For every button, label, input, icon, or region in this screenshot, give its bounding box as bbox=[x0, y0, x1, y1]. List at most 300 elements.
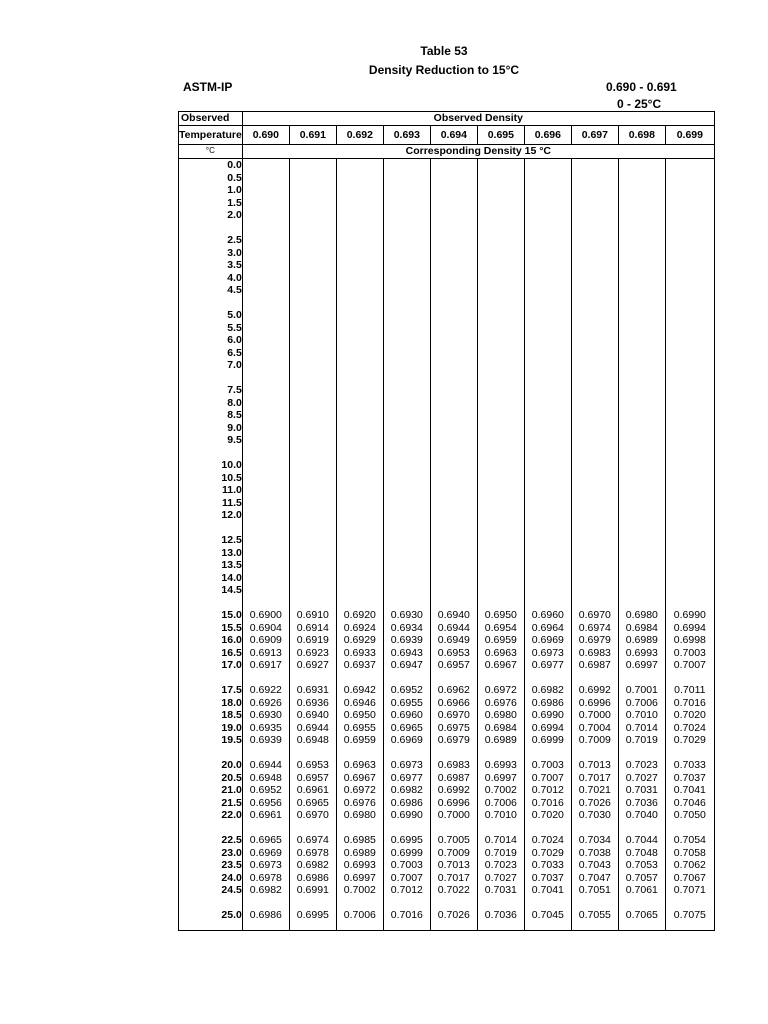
density-cell bbox=[242, 572, 289, 585]
group-spacer bbox=[179, 297, 715, 310]
density-cell: 0.6964 bbox=[524, 622, 571, 635]
density-cell bbox=[336, 534, 383, 547]
spacer-cell bbox=[242, 897, 289, 910]
density-cell: 0.6963 bbox=[336, 759, 383, 772]
density-cell bbox=[524, 584, 571, 597]
density-cell: 0.6961 bbox=[289, 784, 336, 797]
density-cell: 0.7071 bbox=[665, 884, 714, 897]
spacer-cell bbox=[289, 822, 336, 835]
density-cell bbox=[242, 197, 289, 210]
table-row bbox=[179, 622, 715, 635]
density-cell bbox=[430, 197, 477, 210]
density-cell bbox=[336, 547, 383, 560]
density-cell bbox=[477, 384, 524, 397]
spacer-cell bbox=[383, 672, 430, 685]
density-cell: 0.6939 bbox=[383, 634, 430, 647]
density-cell bbox=[665, 397, 714, 410]
density-cell bbox=[430, 459, 477, 472]
table-row bbox=[179, 609, 715, 622]
group-spacer bbox=[179, 372, 715, 385]
density-cell bbox=[430, 409, 477, 422]
temperature-cell: 15.5 bbox=[179, 622, 243, 635]
density-cell bbox=[242, 534, 289, 547]
density-cell bbox=[289, 247, 336, 260]
density-cell bbox=[571, 197, 618, 210]
density-cell bbox=[430, 484, 477, 497]
density-cell bbox=[665, 184, 714, 197]
density-cell: 0.6991 bbox=[289, 884, 336, 897]
density-cell bbox=[665, 484, 714, 497]
density-cell bbox=[383, 409, 430, 422]
density-cell bbox=[477, 197, 524, 210]
density-cell bbox=[383, 584, 430, 597]
density-cell: 0.7006 bbox=[477, 797, 524, 810]
density-cell: 0.7003 bbox=[524, 759, 571, 772]
temperature-cell: 12.5 bbox=[179, 534, 243, 547]
density-cell: 0.7033 bbox=[524, 859, 571, 872]
density-cell: 0.6977 bbox=[383, 772, 430, 785]
density-cell: 0.7058 bbox=[665, 847, 714, 860]
density-cell bbox=[477, 172, 524, 185]
spacer-cell bbox=[383, 747, 430, 760]
density-cell bbox=[665, 334, 714, 347]
table-row bbox=[179, 234, 715, 247]
density-cell: 0.6978 bbox=[242, 872, 289, 885]
spacer-cell bbox=[665, 297, 714, 310]
temperature-cell: 10.5 bbox=[179, 472, 243, 485]
density-cell: 0.6962 bbox=[430, 684, 477, 697]
spacer-cell bbox=[430, 372, 477, 385]
density-cell: 0.6975 bbox=[430, 722, 477, 735]
density-cell: 0.6982 bbox=[242, 884, 289, 897]
table-row bbox=[179, 634, 715, 647]
table-row bbox=[179, 159, 715, 172]
density-cell: 0.7026 bbox=[571, 797, 618, 810]
spacer-cell bbox=[242, 447, 289, 460]
density-cell: 0.6961 bbox=[242, 809, 289, 822]
spacer-cell bbox=[477, 597, 524, 610]
density-cell bbox=[336, 559, 383, 572]
density-cell bbox=[430, 334, 477, 347]
spacer-cell bbox=[524, 747, 571, 760]
temperature-cell: 15.0 bbox=[179, 609, 243, 622]
density-cell: 0.6989 bbox=[618, 634, 665, 647]
table-row bbox=[179, 647, 715, 660]
density-cell bbox=[477, 434, 524, 447]
density-cell bbox=[289, 559, 336, 572]
density-cell bbox=[383, 559, 430, 572]
density-cell bbox=[383, 434, 430, 447]
density-cell bbox=[618, 172, 665, 185]
spacer-cell bbox=[665, 822, 714, 835]
spacer-cell bbox=[618, 222, 665, 235]
density-cell: 0.7007 bbox=[524, 772, 571, 785]
temperature-cell: 9.0 bbox=[179, 422, 243, 435]
density-cell: 0.6954 bbox=[477, 622, 524, 635]
density-cell bbox=[618, 347, 665, 360]
spacer-cell bbox=[571, 672, 618, 685]
spacer-cell bbox=[179, 297, 243, 310]
density-cell: 0.6990 bbox=[383, 809, 430, 822]
density-cell: 0.6967 bbox=[477, 659, 524, 672]
density-cell: 0.6926 bbox=[242, 697, 289, 710]
density-cell bbox=[383, 234, 430, 247]
density-column-header: 0.698 bbox=[618, 126, 665, 145]
density-cell bbox=[242, 397, 289, 410]
density-cell bbox=[477, 422, 524, 435]
density-cell bbox=[618, 234, 665, 247]
density-cell bbox=[665, 559, 714, 572]
density-cell bbox=[571, 484, 618, 497]
spacer-cell bbox=[571, 597, 618, 610]
spacer-cell bbox=[179, 822, 243, 835]
density-cell bbox=[289, 534, 336, 547]
density-cell: 0.6986 bbox=[242, 909, 289, 930]
density-cell: 0.6959 bbox=[477, 634, 524, 647]
density-cell: 0.6970 bbox=[430, 709, 477, 722]
density-cell bbox=[289, 509, 336, 522]
density-cell: 0.7044 bbox=[618, 834, 665, 847]
density-cell: 0.6993 bbox=[336, 859, 383, 872]
density-cell bbox=[571, 259, 618, 272]
density-cell bbox=[665, 547, 714, 560]
spacer-cell bbox=[571, 822, 618, 835]
spacer-cell bbox=[289, 672, 336, 685]
density-cell bbox=[430, 347, 477, 360]
temperature-cell: 25.0 bbox=[179, 909, 243, 930]
density-cell: 0.6984 bbox=[477, 722, 524, 735]
temperature-cell: 22.5 bbox=[179, 834, 243, 847]
spacer-cell bbox=[336, 522, 383, 535]
density-cell: 0.6944 bbox=[289, 722, 336, 735]
density-cell: 0.7046 bbox=[665, 797, 714, 810]
density-cell bbox=[289, 384, 336, 397]
density-cell: 0.6982 bbox=[383, 784, 430, 797]
density-cell: 0.6910 bbox=[289, 609, 336, 622]
density-cell: 0.7027 bbox=[618, 772, 665, 785]
density-cell bbox=[430, 434, 477, 447]
density-cell bbox=[430, 472, 477, 485]
density-cell: 0.6944 bbox=[430, 622, 477, 635]
density-cell bbox=[336, 247, 383, 260]
density-cell: 0.6997 bbox=[477, 772, 524, 785]
temperature-cell: 8.0 bbox=[179, 397, 243, 410]
density-cell bbox=[524, 559, 571, 572]
density-cell bbox=[618, 584, 665, 597]
density-cell: 0.7062 bbox=[665, 859, 714, 872]
table-row bbox=[179, 809, 715, 822]
density-cell: 0.7011 bbox=[665, 684, 714, 697]
temperature-cell: 21.5 bbox=[179, 797, 243, 810]
density-cell bbox=[524, 459, 571, 472]
density-cell bbox=[477, 209, 524, 222]
density-cell: 0.7065 bbox=[618, 909, 665, 930]
density-cell bbox=[289, 284, 336, 297]
density-cell: 0.7009 bbox=[430, 847, 477, 860]
density-cell: 0.6983 bbox=[430, 759, 477, 772]
density-cell: 0.6900 bbox=[242, 609, 289, 622]
density-cell bbox=[430, 322, 477, 335]
density-cell: 0.6996 bbox=[571, 697, 618, 710]
density-cell: 0.6934 bbox=[383, 622, 430, 635]
density-cell bbox=[242, 184, 289, 197]
density-cell bbox=[477, 272, 524, 285]
table-row bbox=[179, 684, 715, 697]
density-cell bbox=[289, 434, 336, 447]
density-cell bbox=[571, 247, 618, 260]
density-cell bbox=[524, 497, 571, 510]
temperature-cell: 13.0 bbox=[179, 547, 243, 560]
spacer-cell bbox=[477, 897, 524, 910]
density-cell bbox=[242, 159, 289, 172]
density-cell bbox=[618, 197, 665, 210]
density-cell bbox=[524, 334, 571, 347]
density-cell bbox=[524, 484, 571, 497]
density-cell: 0.7006 bbox=[618, 697, 665, 710]
spacer-cell bbox=[477, 297, 524, 310]
spacer-cell bbox=[289, 447, 336, 460]
spacer-cell bbox=[289, 372, 336, 385]
density-cell: 0.6990 bbox=[524, 709, 571, 722]
density-cell bbox=[477, 397, 524, 410]
density-cell bbox=[665, 259, 714, 272]
density-cell: 0.6914 bbox=[289, 622, 336, 635]
density-cell bbox=[289, 397, 336, 410]
table-number: Table 53 bbox=[420, 44, 468, 58]
density-cell: 0.7021 bbox=[571, 784, 618, 797]
density-cell bbox=[571, 397, 618, 410]
density-cell: 0.7016 bbox=[383, 909, 430, 930]
density-cell bbox=[477, 159, 524, 172]
temperature-cell: 14.0 bbox=[179, 572, 243, 585]
density-cell: 0.6937 bbox=[336, 659, 383, 672]
density-cell: 0.7051 bbox=[571, 884, 618, 897]
density-cell: 0.6963 bbox=[477, 647, 524, 660]
density-cell bbox=[524, 197, 571, 210]
table-row bbox=[179, 384, 715, 397]
spacer-cell bbox=[242, 672, 289, 685]
spacer-cell bbox=[179, 597, 243, 610]
spacer-cell bbox=[477, 747, 524, 760]
density-cell bbox=[665, 497, 714, 510]
density-cell: 0.6967 bbox=[336, 772, 383, 785]
density-cell: 0.7027 bbox=[477, 872, 524, 885]
density-cell bbox=[665, 172, 714, 185]
density-cell bbox=[383, 484, 430, 497]
density-cell: 0.7026 bbox=[430, 909, 477, 930]
density-cell bbox=[524, 309, 571, 322]
density-cell: 0.7012 bbox=[383, 884, 430, 897]
density-cell: 0.6944 bbox=[242, 759, 289, 772]
density-cell bbox=[618, 322, 665, 335]
density-cell: 0.6976 bbox=[477, 697, 524, 710]
spacer-cell bbox=[665, 372, 714, 385]
density-cell: 0.6931 bbox=[289, 684, 336, 697]
temperature-cell: 2.5 bbox=[179, 234, 243, 247]
density-cell: 0.7002 bbox=[336, 884, 383, 897]
density-cell bbox=[571, 497, 618, 510]
table-row bbox=[179, 197, 715, 210]
spacer-cell bbox=[430, 522, 477, 535]
density-cell: 0.6955 bbox=[336, 722, 383, 735]
temperature-range: 0 - 25°C bbox=[617, 97, 662, 111]
density-cell bbox=[665, 534, 714, 547]
density-cell bbox=[524, 347, 571, 360]
table-row bbox=[179, 272, 715, 285]
density-cell: 0.6992 bbox=[571, 684, 618, 697]
spacer-cell bbox=[524, 372, 571, 385]
density-cell bbox=[524, 159, 571, 172]
density-cell bbox=[618, 572, 665, 585]
density-cell: 0.6952 bbox=[383, 684, 430, 697]
density-cell bbox=[383, 159, 430, 172]
density-cell: 0.6996 bbox=[430, 797, 477, 810]
density-cell bbox=[665, 209, 714, 222]
density-cell: 0.6974 bbox=[289, 834, 336, 847]
density-cell: 0.6973 bbox=[242, 859, 289, 872]
density-cell bbox=[571, 347, 618, 360]
temperature-cell: 5.5 bbox=[179, 322, 243, 335]
density-cell bbox=[430, 184, 477, 197]
density-cell bbox=[242, 459, 289, 472]
density-cell: 0.6995 bbox=[289, 909, 336, 930]
density-cell: 0.6978 bbox=[289, 847, 336, 860]
density-cell: 0.6950 bbox=[477, 609, 524, 622]
density-cell bbox=[618, 309, 665, 322]
spacer-cell bbox=[524, 447, 571, 460]
spacer-cell bbox=[336, 822, 383, 835]
density-cell bbox=[430, 584, 477, 597]
density-cell bbox=[336, 322, 383, 335]
density-cell: 0.7029 bbox=[665, 734, 714, 747]
density-cell: 0.6987 bbox=[430, 772, 477, 785]
temperature-cell: 23.5 bbox=[179, 859, 243, 872]
density-cell: 0.7002 bbox=[477, 784, 524, 797]
density-cell: 0.7037 bbox=[524, 872, 571, 885]
density-cell bbox=[571, 234, 618, 247]
spacer-cell bbox=[571, 372, 618, 385]
group-spacer bbox=[179, 222, 715, 235]
density-cell: 0.6936 bbox=[289, 697, 336, 710]
density-cell bbox=[571, 472, 618, 485]
temperature-cell: 6.5 bbox=[179, 347, 243, 360]
temperature-cell: 9.5 bbox=[179, 434, 243, 447]
density-cell: 0.6922 bbox=[242, 684, 289, 697]
density-cell: 0.7030 bbox=[571, 809, 618, 822]
density-cell: 0.7013 bbox=[571, 759, 618, 772]
table-row bbox=[179, 422, 715, 435]
spacer-cell bbox=[383, 897, 430, 910]
density-cell: 0.6970 bbox=[571, 609, 618, 622]
table-row bbox=[179, 259, 715, 272]
density-cell bbox=[383, 259, 430, 272]
density-cell bbox=[336, 497, 383, 510]
density-cell: 0.6985 bbox=[336, 834, 383, 847]
density-cell: 0.7010 bbox=[618, 709, 665, 722]
density-cell: 0.7047 bbox=[571, 872, 618, 885]
spacer-cell bbox=[524, 597, 571, 610]
density-cell bbox=[524, 422, 571, 435]
density-cell bbox=[336, 184, 383, 197]
density-cell: 0.7013 bbox=[430, 859, 477, 872]
spacer-cell bbox=[430, 822, 477, 835]
table-row bbox=[179, 859, 715, 872]
density-cell bbox=[383, 547, 430, 560]
density-cell: 0.7020 bbox=[524, 809, 571, 822]
temperature-cell: 0.5 bbox=[179, 172, 243, 185]
density-cell bbox=[242, 322, 289, 335]
density-cell bbox=[618, 459, 665, 472]
density-column-header: 0.696 bbox=[524, 126, 571, 145]
density-cell bbox=[665, 584, 714, 597]
density-table bbox=[178, 111, 715, 931]
spacer-cell bbox=[571, 522, 618, 535]
density-cell bbox=[665, 234, 714, 247]
density-cell bbox=[336, 397, 383, 410]
density-cell bbox=[665, 272, 714, 285]
density-cell bbox=[336, 284, 383, 297]
density-cell: 0.6973 bbox=[383, 759, 430, 772]
density-cell: 0.7054 bbox=[665, 834, 714, 847]
table-row bbox=[179, 284, 715, 297]
spacer-cell bbox=[524, 297, 571, 310]
spacer-cell bbox=[336, 672, 383, 685]
density-cell bbox=[665, 509, 714, 522]
density-cell: 0.6935 bbox=[242, 722, 289, 735]
group-spacer bbox=[179, 597, 715, 610]
density-cell: 0.7031 bbox=[618, 784, 665, 797]
group-spacer bbox=[179, 522, 715, 535]
density-cell bbox=[665, 459, 714, 472]
density-cell: 0.7055 bbox=[571, 909, 618, 930]
density-cell bbox=[571, 559, 618, 572]
table-row bbox=[179, 309, 715, 322]
density-cell bbox=[477, 534, 524, 547]
spacer-cell bbox=[242, 822, 289, 835]
table-row bbox=[179, 434, 715, 447]
density-cell bbox=[289, 359, 336, 372]
spacer-cell bbox=[665, 222, 714, 235]
density-cell bbox=[665, 322, 714, 335]
density-cell: 0.6953 bbox=[289, 759, 336, 772]
density-cell: 0.6949 bbox=[430, 634, 477, 647]
spacer-cell bbox=[336, 222, 383, 235]
density-cell bbox=[242, 172, 289, 185]
density-cell: 0.7023 bbox=[477, 859, 524, 872]
density-cell: 0.6960 bbox=[524, 609, 571, 622]
density-cell: 0.6940 bbox=[289, 709, 336, 722]
density-cell bbox=[430, 422, 477, 435]
spacer-cell bbox=[665, 897, 714, 910]
density-cell: 0.6919 bbox=[289, 634, 336, 647]
density-cell: 0.7036 bbox=[618, 797, 665, 810]
table-row bbox=[179, 722, 715, 735]
density-cell: 0.7003 bbox=[383, 859, 430, 872]
density-cell bbox=[571, 584, 618, 597]
spacer-cell bbox=[289, 222, 336, 235]
spacer-cell bbox=[571, 297, 618, 310]
density-cell: 0.6984 bbox=[618, 622, 665, 635]
density-cell bbox=[289, 584, 336, 597]
table-row bbox=[179, 322, 715, 335]
density-cell: 0.7003 bbox=[665, 647, 714, 660]
temperature-cell: 12.0 bbox=[179, 509, 243, 522]
density-cell: 0.6994 bbox=[665, 622, 714, 635]
density-cell bbox=[383, 334, 430, 347]
table-row bbox=[179, 772, 715, 785]
density-cell bbox=[289, 159, 336, 172]
density-cell: 0.6976 bbox=[336, 797, 383, 810]
